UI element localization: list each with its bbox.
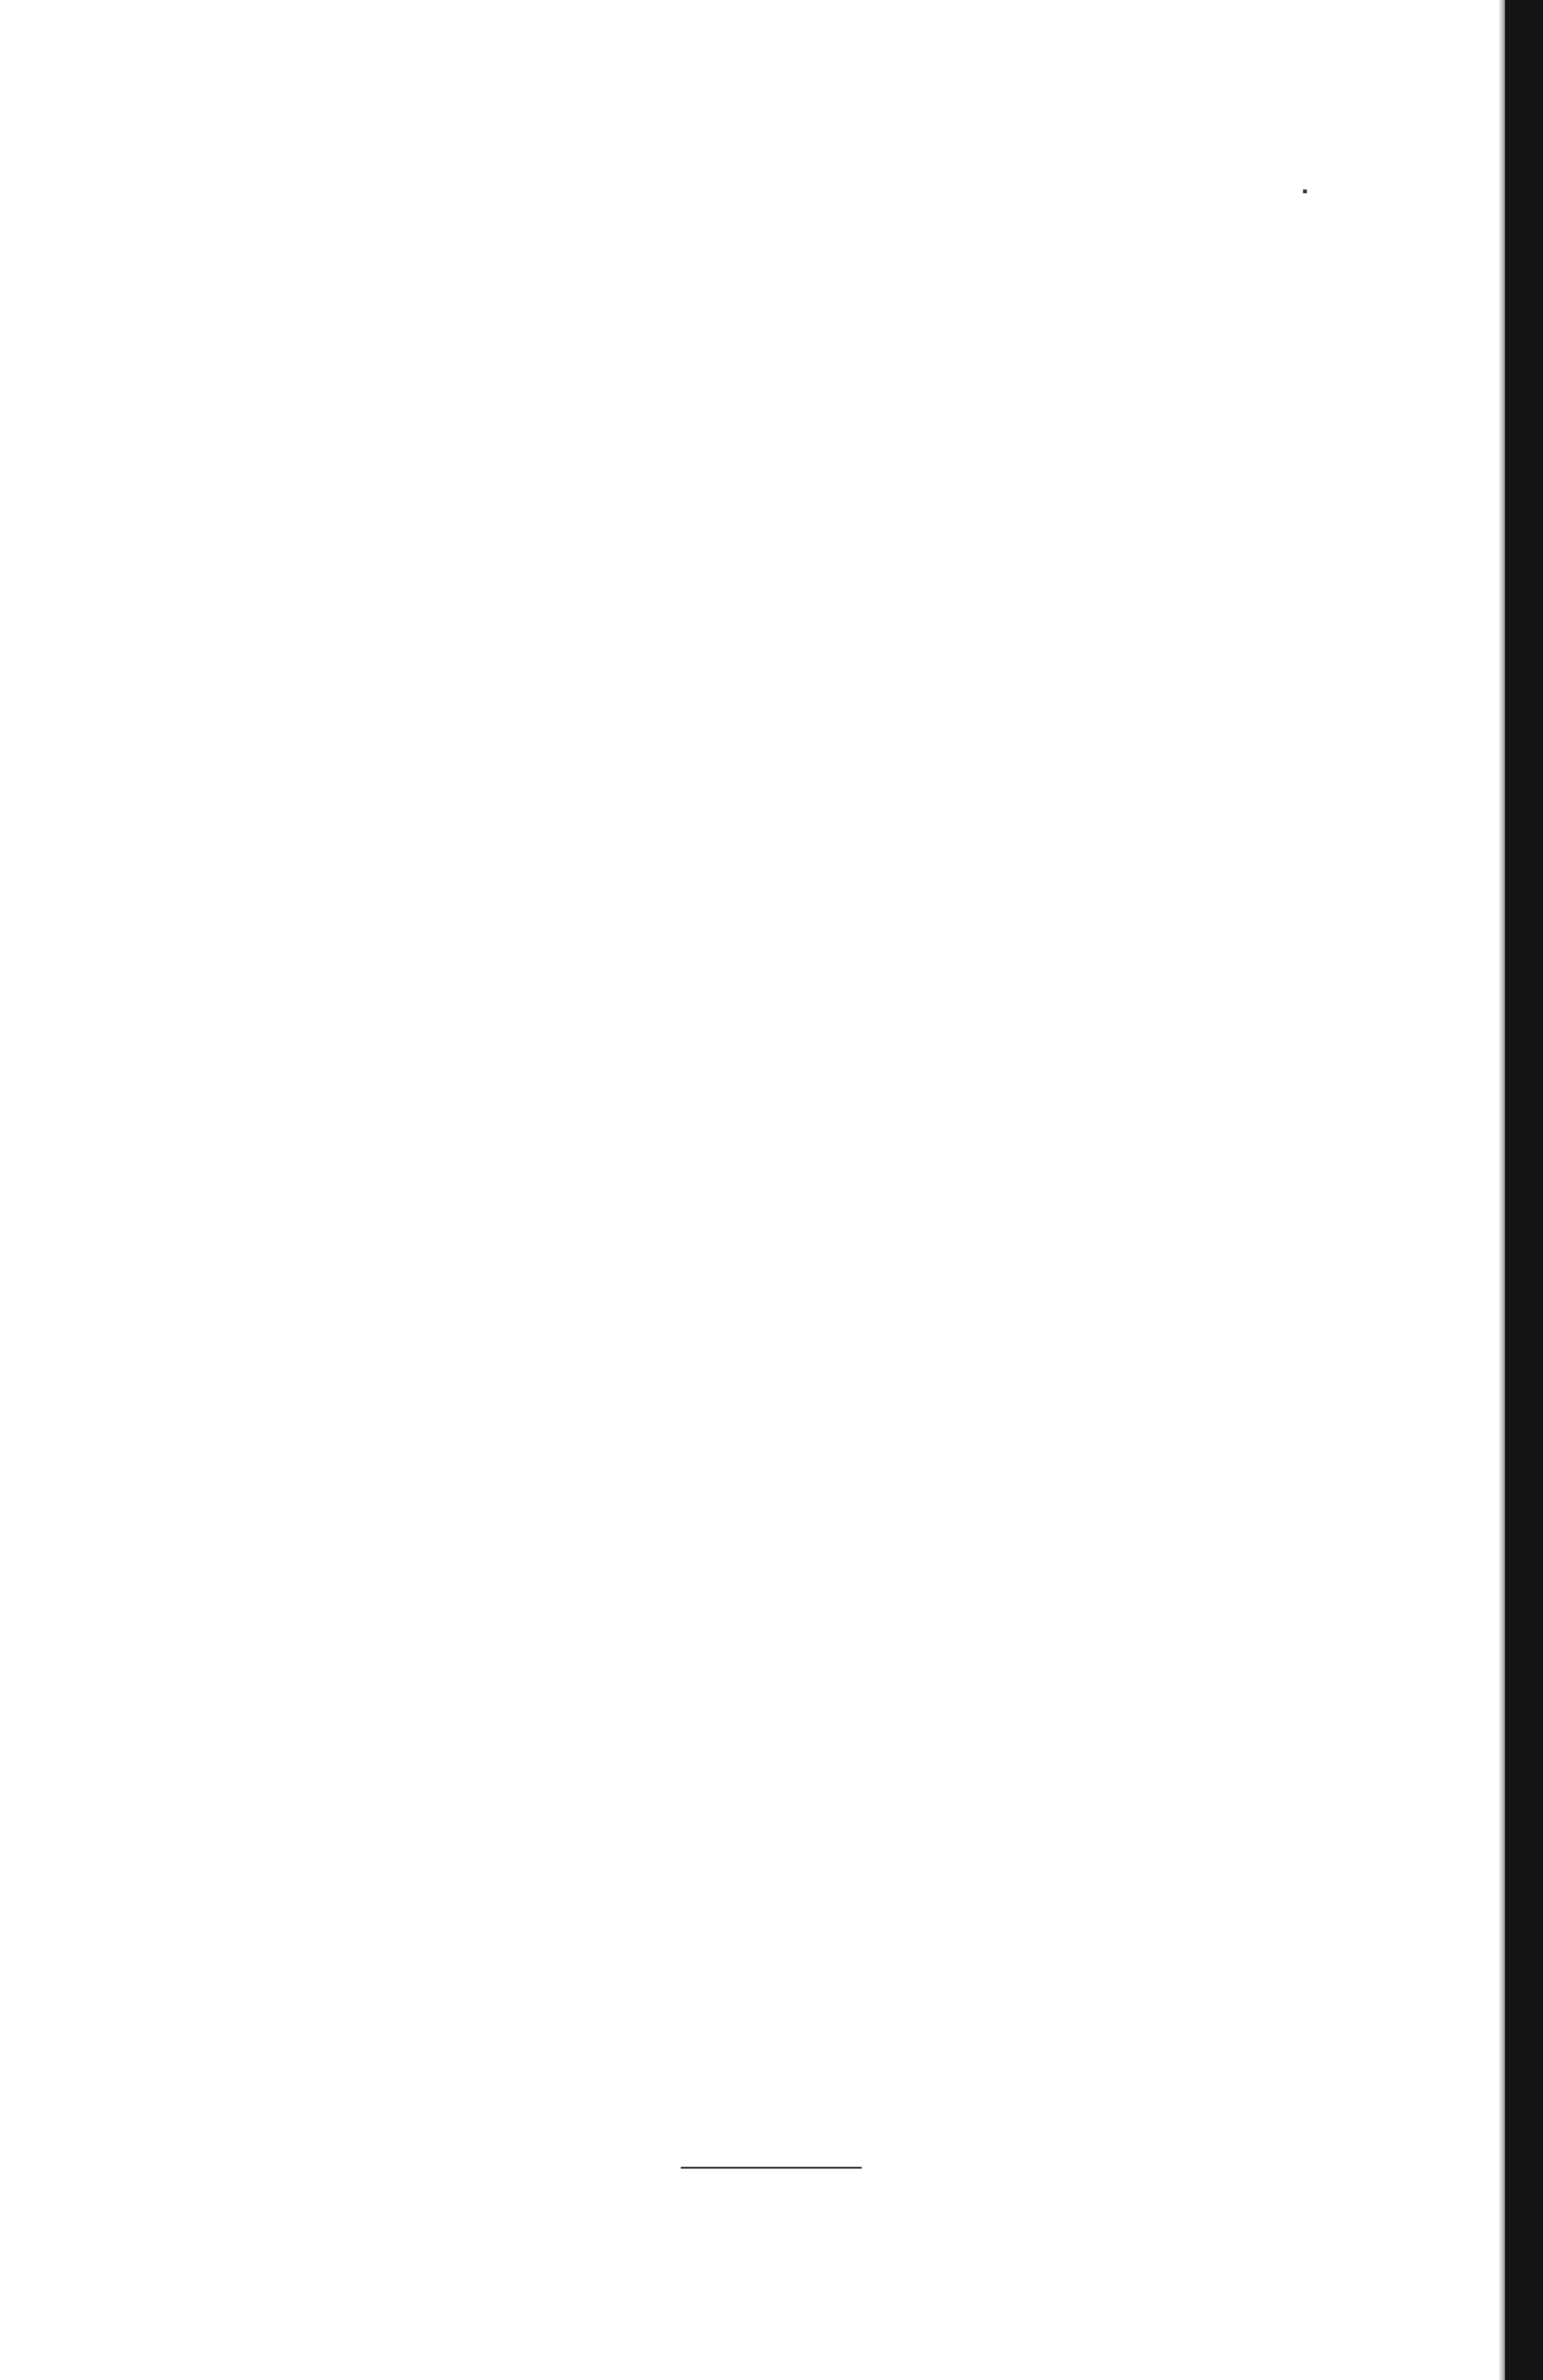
scan-edge-shadow	[1498, 0, 1505, 2380]
end-rule	[681, 2167, 862, 2169]
stray-mark	[1303, 189, 1307, 193]
scan-edge	[1505, 0, 1543, 2380]
